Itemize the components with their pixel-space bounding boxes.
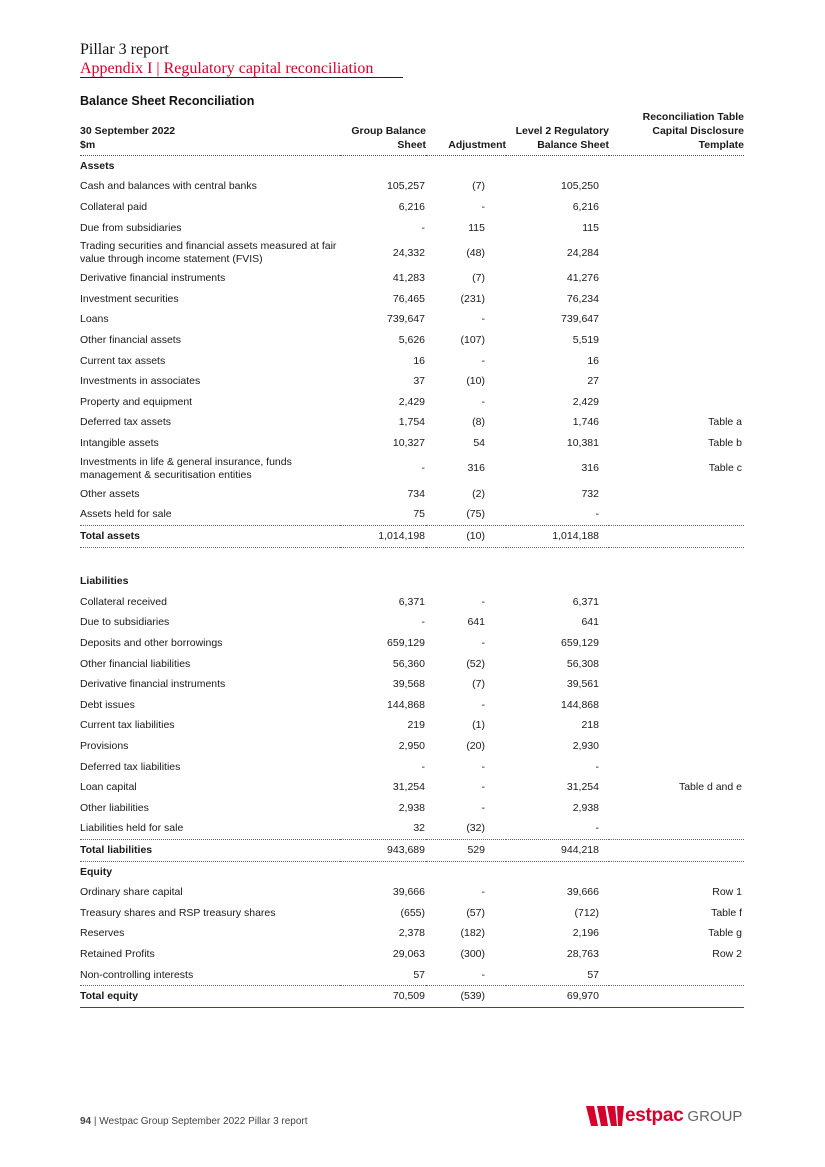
reconciliation-ref bbox=[609, 798, 744, 819]
level2-value: - bbox=[506, 819, 609, 840]
reconciliation-ref bbox=[609, 218, 744, 239]
adjustment-value: (10) bbox=[426, 525, 506, 547]
section-row bbox=[80, 156, 744, 177]
table-row bbox=[80, 736, 744, 757]
level2-value: (712) bbox=[574, 906, 599, 919]
level2-value: 27 bbox=[587, 375, 599, 388]
adjustment-value: - bbox=[481, 354, 485, 367]
row-label: Total equity bbox=[80, 986, 340, 1008]
level2-value: 732 bbox=[581, 487, 599, 500]
reconciliation-ref: Table c bbox=[708, 462, 742, 475]
table-row bbox=[80, 674, 744, 695]
table-row bbox=[80, 371, 744, 392]
reconciliation-ref bbox=[609, 592, 744, 613]
reconciliation-ref bbox=[609, 861, 744, 882]
row-label: Non-controlling interests bbox=[80, 965, 340, 986]
row-label: Current tax assets bbox=[80, 354, 166, 367]
level2-value: 39,666 bbox=[566, 886, 599, 899]
level2-value: 115 bbox=[582, 221, 599, 234]
group-balance-value: - bbox=[421, 616, 425, 629]
row-label: Other financial liabilities bbox=[80, 657, 191, 670]
group-balance-value: 2,378 bbox=[398, 927, 425, 940]
reconciliation-ref bbox=[609, 674, 744, 695]
footer-text: | Westpac Group September 2022 Pillar 3 report bbox=[91, 1116, 308, 1127]
adjustment-value: (182) bbox=[460, 927, 485, 940]
level2-value: 2,429 bbox=[572, 395, 599, 408]
row-label: Total assets bbox=[80, 525, 340, 547]
reconciliation-ref bbox=[609, 757, 744, 778]
row-label: Debt issues bbox=[80, 698, 135, 711]
adjustment-value: - bbox=[481, 200, 485, 213]
level2-value: 16 bbox=[587, 354, 599, 367]
level2-value: 739,647 bbox=[561, 313, 599, 326]
table-row bbox=[80, 433, 744, 454]
westpac-logo bbox=[586, 1104, 742, 1128]
row-label: Other assets bbox=[80, 487, 140, 500]
level2-value bbox=[506, 547, 609, 572]
header-reconciliation-table bbox=[609, 110, 744, 156]
group-balance-value: 943,689 bbox=[340, 840, 426, 862]
reconciliation-ref: Row 2 bbox=[712, 947, 742, 960]
table-row bbox=[80, 351, 744, 372]
group-balance-value bbox=[340, 547, 426, 572]
row-label: Provisions bbox=[80, 740, 129, 753]
row-label: Trading securities and financial assets measured at fair value through income statement (FVIS) bbox=[80, 240, 337, 266]
reconciliation-ref: Row 1 bbox=[712, 886, 742, 899]
row-label: Total liabilities bbox=[80, 840, 340, 862]
table-row bbox=[80, 757, 744, 778]
header-level2-line2: Level 2 Regulatory bbox=[515, 125, 609, 137]
group-balance-value bbox=[340, 572, 426, 593]
group-balance-value: 10,327 bbox=[392, 436, 425, 449]
level2-value: 10,381 bbox=[566, 436, 599, 449]
total-row bbox=[80, 840, 744, 862]
adjustment-value: (539) bbox=[426, 986, 506, 1008]
adjustment-value: (20) bbox=[466, 740, 485, 753]
adjustment-value: (57) bbox=[466, 906, 485, 919]
table-row bbox=[80, 819, 744, 840]
group-balance-value: 1,014,198 bbox=[340, 525, 426, 547]
level2-value: 41,276 bbox=[566, 272, 599, 285]
table-row bbox=[80, 218, 744, 239]
group-balance-value: - bbox=[421, 221, 425, 234]
adjustment-value: (48) bbox=[466, 246, 485, 259]
group-balance-value: - bbox=[421, 760, 425, 773]
level2-value: 218 bbox=[581, 719, 599, 732]
section-title: Balance Sheet Reconciliation bbox=[80, 94, 255, 108]
row-label: Assets held for sale bbox=[80, 504, 340, 525]
adjustment-value: - bbox=[481, 698, 485, 711]
level2-value bbox=[506, 572, 609, 593]
table-row bbox=[80, 965, 744, 986]
level2-value: 57 bbox=[506, 965, 609, 986]
row-label: Investments in life & general insurance, funds management & securitisation entities bbox=[80, 455, 292, 481]
level2-value: 28,763 bbox=[566, 947, 599, 960]
group-balance-value: 31,254 bbox=[392, 781, 425, 794]
group-balance-value: 39,568 bbox=[392, 678, 425, 691]
reconciliation-ref bbox=[609, 177, 744, 198]
row-label: Liabilities held for sale bbox=[80, 819, 340, 840]
reconciliation-ref: Table d and e bbox=[678, 781, 742, 794]
reconciliation-ref bbox=[609, 965, 744, 986]
adjustment-value: - bbox=[481, 801, 485, 814]
adjustment-value bbox=[426, 547, 506, 572]
reconciliation-ref bbox=[609, 156, 744, 177]
level2-value: 76,234 bbox=[566, 292, 599, 305]
group-balance-value: 16 bbox=[413, 354, 425, 367]
adjustment-value: - bbox=[481, 637, 485, 650]
group-balance-value: 24,332 bbox=[392, 246, 425, 259]
group-balance-value: (655) bbox=[400, 906, 425, 919]
adjustment-value: - bbox=[481, 781, 485, 794]
logo-brand-text: estpac bbox=[625, 1105, 684, 1126]
row-label: Treasury shares and RSP treasury shares bbox=[80, 906, 276, 919]
reconciliation-ref bbox=[609, 840, 744, 862]
reconciliation-ref: Table g bbox=[708, 927, 742, 940]
row-label: Intangible assets bbox=[80, 436, 159, 449]
logo-group-text: GROUP bbox=[687, 1107, 743, 1125]
row-label: Investment securities bbox=[80, 292, 179, 305]
row-label: Retained Profits bbox=[80, 947, 155, 960]
adjustment-value: (7) bbox=[472, 180, 485, 193]
group-balance-value: 56,360 bbox=[392, 657, 425, 670]
row-label bbox=[80, 547, 340, 572]
row-label: Collateral received bbox=[80, 595, 167, 608]
row-label: Assets bbox=[80, 159, 115, 172]
reconciliation-ref bbox=[609, 484, 744, 505]
adjustment-value bbox=[426, 861, 506, 882]
level2-value: 105,250 bbox=[561, 180, 599, 193]
group-balance-value: 734 bbox=[407, 487, 425, 500]
level2-value: 316 bbox=[581, 462, 599, 475]
table-row bbox=[80, 633, 744, 654]
balance-sheet-reconciliation-table bbox=[80, 110, 744, 1008]
level2-value: - bbox=[506, 504, 609, 525]
adjustment-value: (75) bbox=[426, 504, 506, 525]
table-row bbox=[80, 903, 744, 924]
section-row bbox=[80, 861, 744, 882]
group-balance-value: 2,429 bbox=[398, 395, 425, 408]
reconciliation-ref bbox=[609, 613, 744, 634]
row-label: Collateral paid bbox=[80, 200, 148, 213]
header-group-balance-sheet bbox=[340, 110, 426, 156]
table-row bbox=[80, 924, 744, 945]
header-recon-line2: Capital Disclosure bbox=[652, 125, 744, 137]
table-row bbox=[80, 504, 744, 525]
reconciliation-ref bbox=[609, 504, 744, 525]
group-balance-value: - bbox=[421, 462, 425, 475]
adjustment-value: (2) bbox=[472, 487, 485, 500]
level2-value: 641 bbox=[581, 616, 599, 629]
group-balance-value bbox=[340, 156, 426, 177]
adjustment-value: (7) bbox=[472, 678, 485, 691]
reconciliation-ref bbox=[609, 819, 744, 840]
row-label: Equity bbox=[80, 865, 113, 878]
adjustment-value: (10) bbox=[466, 375, 485, 388]
level2-value: 2,930 bbox=[572, 740, 599, 753]
table-row bbox=[80, 413, 744, 434]
level2-value: 6,216 bbox=[572, 200, 599, 213]
level2-value: 69,970 bbox=[506, 986, 609, 1008]
row-label: Derivative financial instruments bbox=[80, 678, 226, 691]
adjustment-value: - bbox=[481, 760, 485, 773]
group-balance-value: 1,754 bbox=[398, 416, 425, 429]
reconciliation-ref bbox=[609, 268, 744, 289]
level2-value: 56,308 bbox=[566, 657, 599, 670]
section-row bbox=[80, 572, 744, 593]
adjustment-value: (32) bbox=[426, 819, 506, 840]
reconciliation-ref bbox=[609, 654, 744, 675]
level2-value: 1,746 bbox=[572, 416, 599, 429]
adjustment-value: 115 bbox=[468, 221, 485, 234]
group-balance-value: 105,257 bbox=[387, 180, 425, 193]
reconciliation-ref bbox=[609, 633, 744, 654]
group-balance-value: 659,129 bbox=[387, 637, 425, 650]
group-balance-value: 144,868 bbox=[387, 698, 425, 711]
group-balance-value: 6,216 bbox=[398, 200, 425, 213]
table-row bbox=[80, 330, 744, 351]
report-title: Pillar 3 report bbox=[80, 41, 169, 58]
reconciliation-ref bbox=[609, 572, 744, 593]
table-row bbox=[80, 289, 744, 310]
adjustment-value: - bbox=[481, 395, 485, 408]
appendix-subtitle: Appendix I | Regulatory capital reconciliation bbox=[80, 60, 374, 77]
level2-value: 2,196 bbox=[572, 927, 599, 940]
table-row bbox=[80, 882, 744, 903]
adjustment-value bbox=[426, 572, 506, 593]
group-balance-value: 6,371 bbox=[398, 595, 425, 608]
group-balance-value: 2,938 bbox=[398, 801, 425, 814]
row-label: Due to subsidiaries bbox=[80, 616, 170, 629]
total-row bbox=[80, 986, 744, 1008]
row-label: Due from subsidiaries bbox=[80, 221, 182, 234]
table-row bbox=[80, 777, 744, 798]
row-label: Cash and balances with central banks bbox=[80, 180, 257, 193]
level2-value: 144,868 bbox=[561, 698, 599, 711]
adjustment-value: (8) bbox=[472, 416, 485, 429]
table-row bbox=[80, 310, 744, 331]
row-label: Ordinary share capital bbox=[80, 886, 183, 899]
row-label: Other liabilities bbox=[80, 801, 149, 814]
header-level2-line3: Balance Sheet bbox=[537, 139, 609, 151]
row-label: Loans bbox=[80, 313, 109, 326]
page-number: 94 bbox=[80, 1116, 92, 1127]
group-balance-value: 75 bbox=[340, 504, 426, 525]
table-row bbox=[80, 454, 744, 484]
table-row bbox=[80, 268, 744, 289]
level2-value: 944,218 bbox=[506, 840, 609, 862]
adjustment-value: (300) bbox=[460, 947, 485, 960]
westpac-w-icon bbox=[586, 1105, 624, 1127]
table-header-row bbox=[80, 110, 744, 156]
table-row bbox=[80, 716, 744, 737]
row-label: Current tax liabilities bbox=[80, 719, 175, 732]
adjustment-value: 641 bbox=[467, 616, 485, 629]
reconciliation-ref bbox=[609, 197, 744, 218]
adjustment-value: (1) bbox=[472, 719, 485, 732]
adjustment-value: - bbox=[481, 595, 485, 608]
row-label: Deferred tax assets bbox=[80, 416, 172, 429]
row-label: Other financial assets bbox=[80, 333, 181, 346]
table-row bbox=[80, 177, 744, 198]
header-recon-line3: Template bbox=[698, 139, 744, 151]
reconciliation-ref bbox=[609, 736, 744, 757]
header-level2-balance-sheet bbox=[506, 110, 609, 156]
header-group-line2: Group Balance bbox=[351, 125, 426, 137]
total-row bbox=[80, 525, 744, 547]
level2-value: 6,371 bbox=[572, 595, 599, 608]
row-label: Reserves bbox=[80, 927, 125, 940]
adjustment-value: (7) bbox=[472, 272, 485, 285]
reconciliation-ref: Table b bbox=[708, 436, 742, 449]
header-adj-line3: Adjustment bbox=[448, 139, 506, 151]
adjustment-value: - bbox=[426, 965, 506, 986]
adjustment-value: (231) bbox=[460, 292, 485, 305]
adjustment-value: 54 bbox=[473, 436, 485, 449]
reconciliation-ref: Table f bbox=[711, 906, 742, 919]
table-row bbox=[80, 392, 744, 413]
adjustment-value: - bbox=[481, 886, 485, 899]
group-balance-value: 70,509 bbox=[340, 986, 426, 1008]
group-balance-value: 739,647 bbox=[387, 313, 425, 326]
reconciliation-ref: Table a bbox=[708, 416, 742, 429]
row-label: Deferred tax liabilities bbox=[80, 760, 181, 773]
table-row bbox=[80, 484, 744, 505]
group-balance-value: 219 bbox=[407, 719, 425, 732]
level2-value: 2,938 bbox=[572, 801, 599, 814]
row-label: Loan capital bbox=[80, 781, 137, 794]
adjustment-value: 316 bbox=[467, 462, 485, 475]
group-balance-value bbox=[340, 861, 426, 882]
reconciliation-ref bbox=[609, 371, 744, 392]
adjustment-value: - bbox=[481, 313, 485, 326]
header-underline bbox=[80, 77, 403, 78]
table-row bbox=[80, 654, 744, 675]
table-row bbox=[80, 592, 744, 613]
group-balance-value: 39,666 bbox=[392, 886, 425, 899]
table-row bbox=[80, 197, 744, 218]
adjustment-value bbox=[426, 156, 506, 177]
group-balance-value: 57 bbox=[340, 965, 426, 986]
adjustment-value: (52) bbox=[466, 657, 485, 670]
page-footer bbox=[80, 1116, 308, 1127]
reconciliation-ref bbox=[609, 986, 744, 1008]
level2-value bbox=[506, 861, 609, 882]
reconciliation-ref bbox=[609, 547, 744, 572]
level2-value bbox=[506, 156, 609, 177]
group-balance-value: 5,626 bbox=[398, 333, 425, 346]
reconciliation-ref bbox=[609, 330, 744, 351]
reconciliation-ref bbox=[609, 392, 744, 413]
table-row bbox=[80, 547, 744, 572]
reconciliation-ref bbox=[609, 310, 744, 331]
table-row bbox=[80, 695, 744, 716]
group-balance-value: 32 bbox=[340, 819, 426, 840]
adjustment-value: (107) bbox=[460, 333, 485, 346]
header-adjustment bbox=[426, 110, 506, 156]
row-label: Liabilities bbox=[80, 575, 129, 588]
header-period-line3: $m bbox=[80, 139, 96, 151]
group-balance-value: 41,283 bbox=[392, 272, 425, 285]
table-row bbox=[80, 798, 744, 819]
row-label: Property and equipment bbox=[80, 395, 193, 408]
level2-value: 1,014,188 bbox=[506, 525, 609, 547]
header-period bbox=[80, 110, 340, 156]
adjustment-value: 529 bbox=[426, 840, 506, 862]
reconciliation-ref bbox=[609, 289, 744, 310]
table-row bbox=[80, 944, 744, 965]
header-period-line2: 30 September 2022 bbox=[80, 125, 176, 137]
group-balance-value: 2,950 bbox=[398, 740, 425, 753]
level2-value: 24,284 bbox=[566, 246, 599, 259]
reconciliation-ref bbox=[609, 351, 744, 372]
header-recon-line1: Reconciliation Table bbox=[642, 111, 744, 123]
level2-value: 5,519 bbox=[572, 333, 599, 346]
table-row bbox=[80, 613, 744, 634]
reconciliation-ref bbox=[609, 716, 744, 737]
header-group-line3: Sheet bbox=[397, 139, 426, 151]
reconciliation-ref bbox=[609, 238, 744, 268]
group-balance-value: 29,063 bbox=[392, 947, 425, 960]
level2-value: 659,129 bbox=[561, 637, 599, 650]
row-label: Deposits and other borrowings bbox=[80, 637, 223, 650]
row-label: Derivative financial instruments bbox=[80, 272, 226, 285]
group-balance-value: 37 bbox=[413, 375, 425, 388]
level2-value: 39,561 bbox=[566, 678, 599, 691]
level2-value: - bbox=[595, 760, 599, 773]
row-label: Investments in associates bbox=[80, 375, 201, 388]
reconciliation-ref bbox=[609, 695, 744, 716]
group-balance-value: 76,465 bbox=[392, 292, 425, 305]
reconciliation-ref bbox=[609, 525, 744, 547]
table-row bbox=[80, 238, 744, 268]
level2-value: 31,254 bbox=[566, 781, 599, 794]
